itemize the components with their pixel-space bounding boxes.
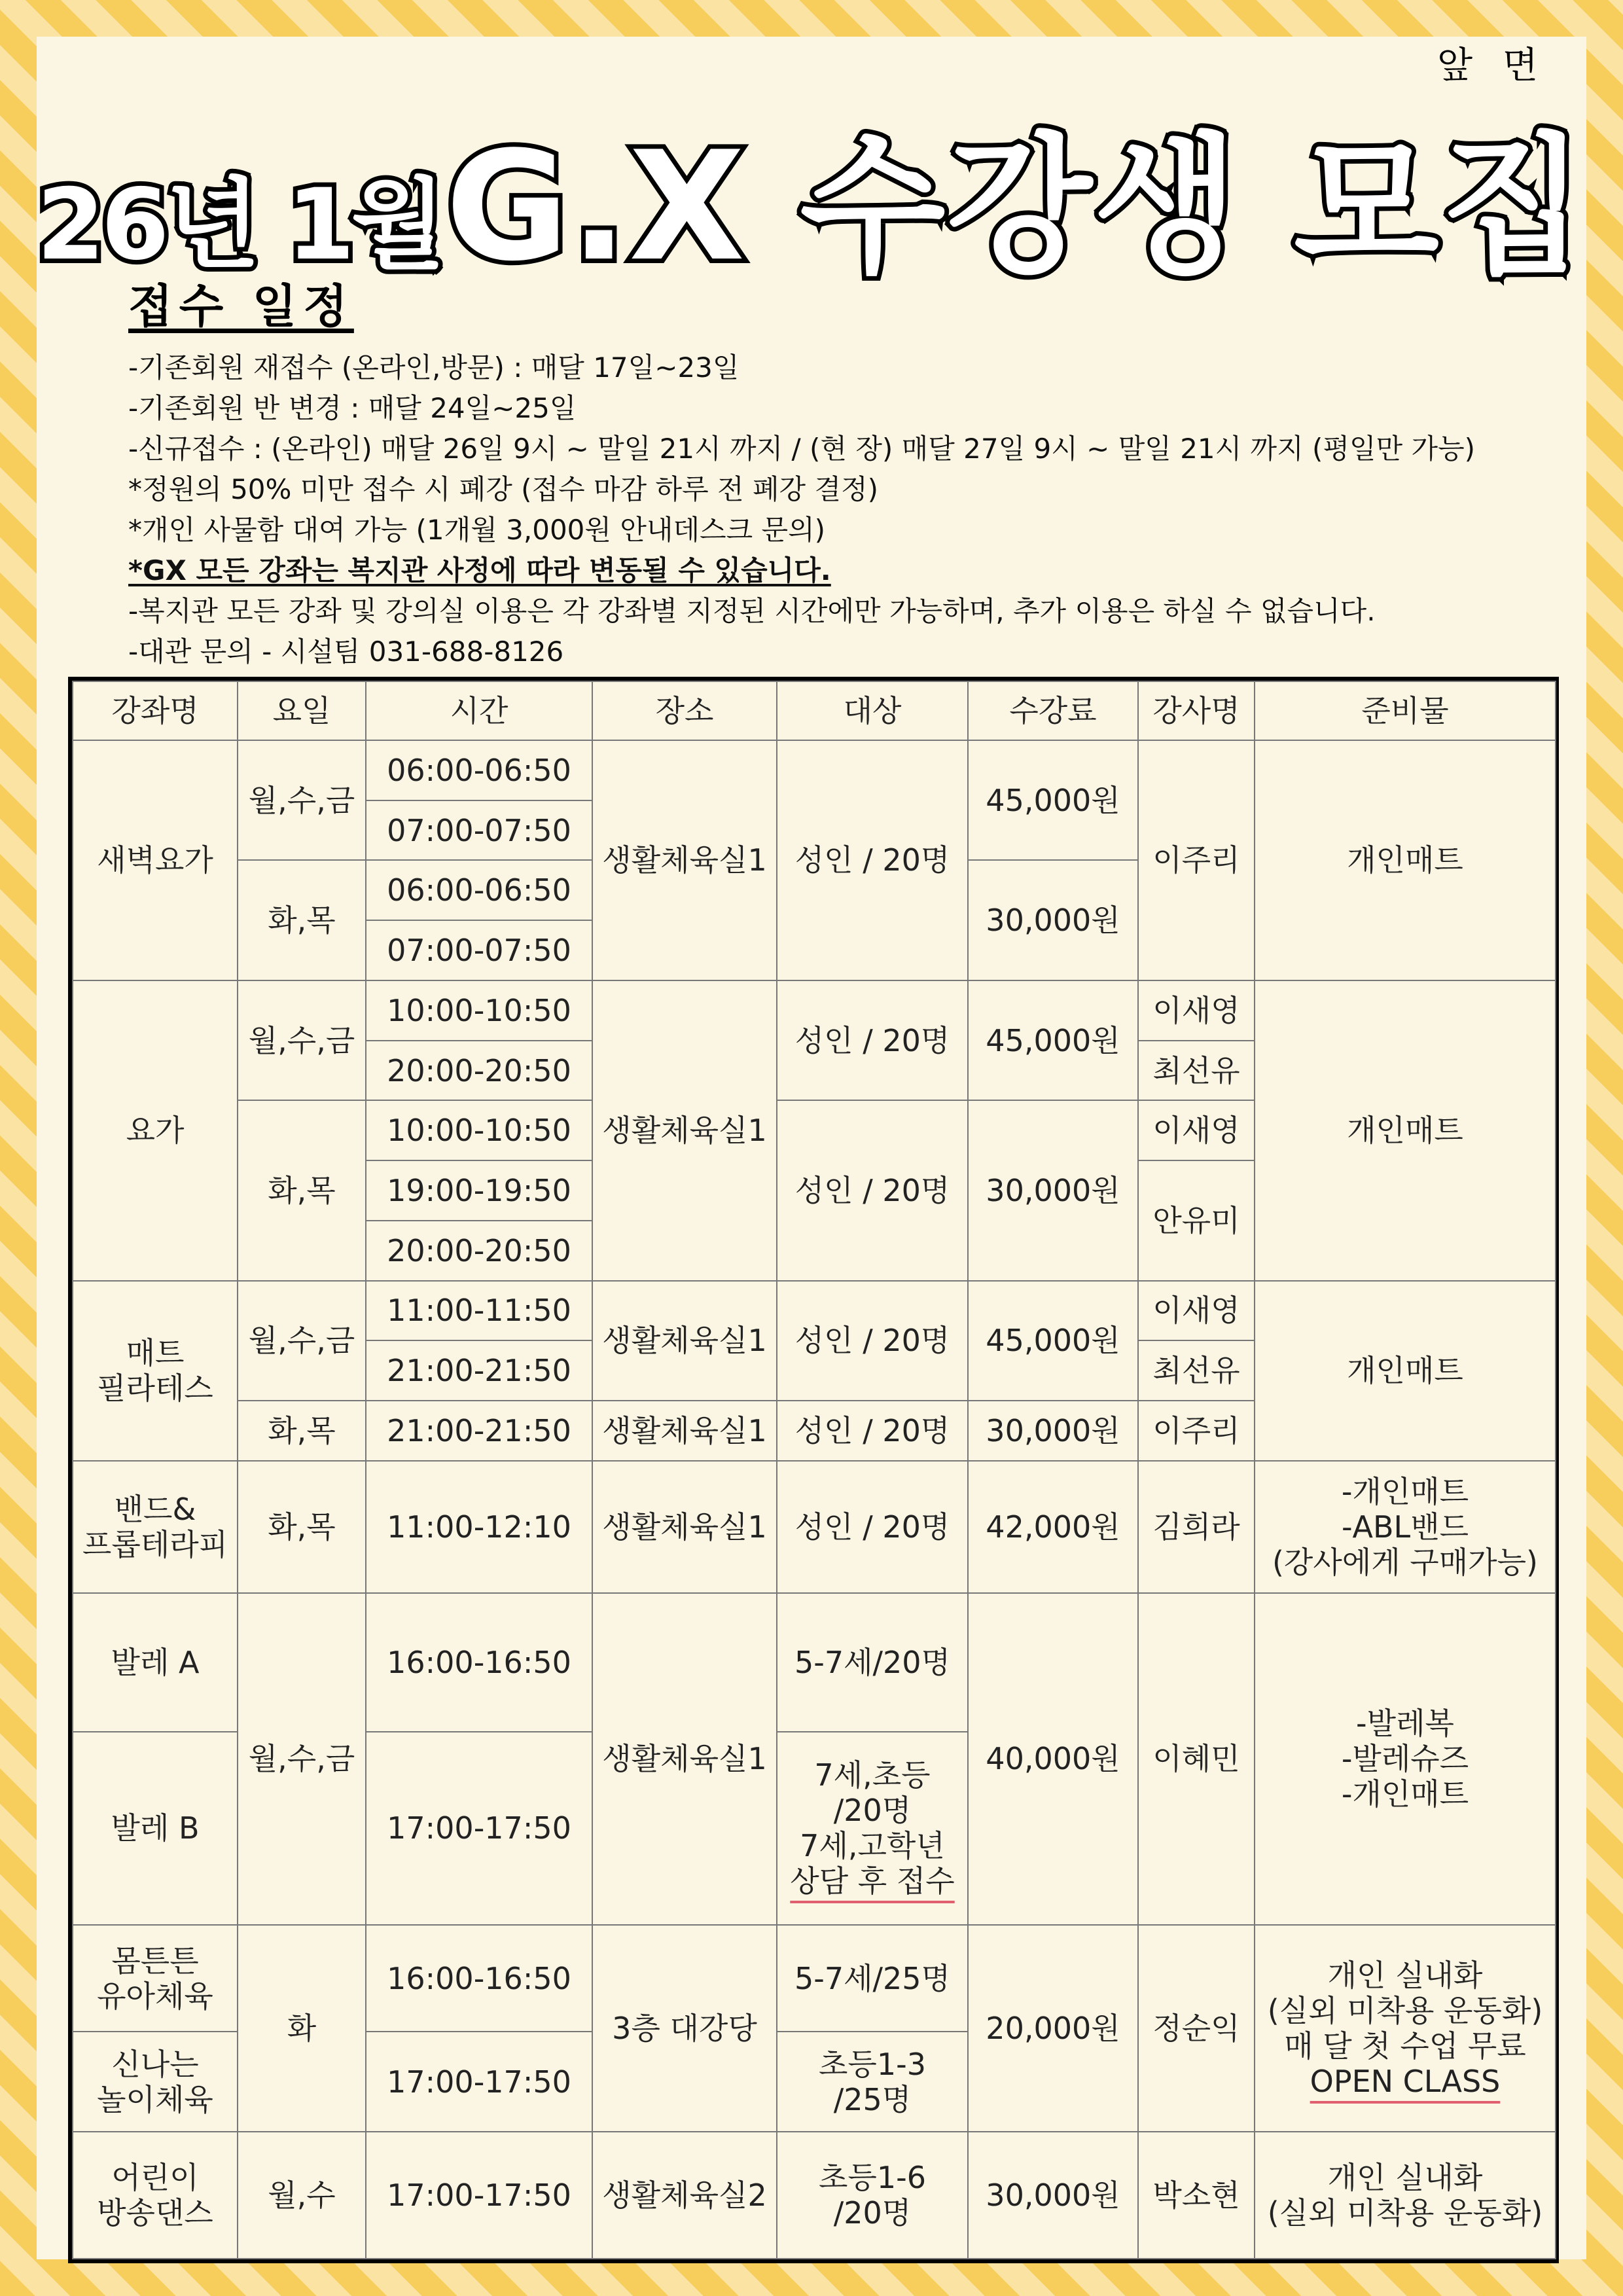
schedule-line: *정원의 50% 미만 접수 시 폐강 (접수 마감 하루 전 폐강 결정) bbox=[128, 473, 878, 505]
table-row bbox=[73, 2132, 1556, 2259]
class-target: 초등1-3 /25명 bbox=[777, 2032, 968, 2132]
table-row bbox=[73, 1925, 1556, 2032]
class-time: 21:00-21:50 bbox=[366, 1401, 592, 1461]
class-target: 성인 / 20명 bbox=[777, 980, 968, 1100]
table-row bbox=[73, 1593, 1556, 1732]
course-name: 요가 bbox=[73, 980, 238, 1281]
course-name: 어린이 방송댄스 bbox=[73, 2132, 238, 2259]
class-place: 생활체육실1 bbox=[592, 980, 777, 1281]
class-fee: 30,000원 bbox=[968, 1100, 1138, 1280]
schedule-line: -복지관 모든 강좌 및 강의실 이용은 각 강좌별 지정된 시간에만 가능하며, 추가 이용은 하실 수 없습니다. bbox=[128, 595, 1376, 627]
side-label: 앞 면 bbox=[1437, 45, 1547, 87]
class-days: 화 bbox=[238, 1925, 366, 2132]
class-fee: 45,000원 bbox=[968, 1281, 1138, 1401]
course-name: 몸튼튼 유아체육 bbox=[73, 1925, 238, 2032]
class-time: 20:00-20:50 bbox=[366, 1221, 592, 1281]
consult-note: 상담 후 접수 bbox=[790, 1863, 955, 1899]
flyer-paper bbox=[37, 37, 1586, 2259]
schedule-line: -신규접수 : (온라인) 매달 26일 9시 ~ 말일 21시 까지 / (현 장) 매달 27일 9시 ~ 말일 21시 까지 (평일만 가능) bbox=[128, 433, 1476, 465]
table-row bbox=[73, 740, 1556, 800]
class-time: 07:00-07:50 bbox=[366, 920, 592, 980]
class-target bbox=[777, 1732, 968, 1926]
class-target: 5-7세/25명 bbox=[777, 1925, 968, 2032]
header-teacher: 강사명 bbox=[1138, 681, 1255, 740]
schedule-line-notice: *GX 모든 강좌는 복지관 사정에 따라 변동될 수 있습니다. bbox=[128, 554, 831, 586]
teacher-name: 이혜민 bbox=[1138, 1593, 1255, 1926]
target-detail: 7세,초등 /20명 7세,고학년 bbox=[800, 1757, 945, 1864]
class-time: 06:00-06:50 bbox=[366, 860, 592, 920]
schedule-line: -기존회원 반 변경 : 매달 24일~25일 bbox=[128, 392, 577, 424]
teacher-name: 안유미 bbox=[1138, 1160, 1255, 1280]
class-fee: 42,000원 bbox=[968, 1461, 1138, 1593]
class-target: 성인 / 20명 bbox=[777, 1401, 968, 1461]
class-days: 화,목 bbox=[238, 1100, 366, 1280]
class-time: 20:00-20:50 bbox=[366, 1041, 592, 1101]
class-days: 월,수,금 bbox=[238, 740, 366, 860]
class-fee: 30,000원 bbox=[968, 2132, 1138, 2259]
class-target: 초등1-6 /20명 bbox=[777, 2132, 968, 2259]
class-time: 11:00-12:10 bbox=[366, 1461, 592, 1593]
class-fee: 40,000원 bbox=[968, 1593, 1138, 1926]
class-days: 월,수,금 bbox=[238, 980, 366, 1100]
class-time: 16:00-16:50 bbox=[366, 1593, 592, 1732]
table-row bbox=[73, 980, 1556, 1041]
header-time: 시간 bbox=[366, 681, 592, 740]
class-target: 5-7세/20명 bbox=[777, 1593, 968, 1732]
schedule-line: -기존회원 재접수 (온라인,방문) : 매달 17일~23일 bbox=[128, 351, 740, 384]
open-class-note: OPEN CLASS bbox=[1310, 2064, 1501, 2100]
teacher-name: 이주리 bbox=[1138, 740, 1255, 980]
teacher-name: 이새영 bbox=[1138, 980, 1255, 1041]
supplies: 개인매트 bbox=[1255, 980, 1556, 1281]
registration-schedule bbox=[128, 270, 1568, 672]
supplies bbox=[1255, 1925, 1556, 2132]
class-time: 17:00-17:50 bbox=[366, 2132, 592, 2259]
class-place: 생활체육실2 bbox=[592, 2132, 777, 2259]
class-target: 성인 / 20명 bbox=[777, 1281, 968, 1401]
supplies-detail: 개인 실내화 (실외 미착용 운동화) 매 달 첫 수업 무료 bbox=[1267, 1958, 1543, 2064]
class-days: 화,목 bbox=[238, 1461, 366, 1593]
table-header-row bbox=[73, 681, 1556, 740]
header-place: 장소 bbox=[592, 681, 777, 740]
class-time: 19:00-19:50 bbox=[366, 1160, 592, 1221]
class-place: 생활체육실1 bbox=[592, 1281, 777, 1401]
schedule-line: -대관 문의 - 시설팀 031-688-8126 bbox=[128, 636, 564, 668]
class-days: 화,목 bbox=[238, 1401, 366, 1461]
teacher-name: 최선유 bbox=[1138, 1340, 1255, 1401]
schedule-line: *개인 사물함 대여 가능 (1개월 3,000원 안내데스크 문의) bbox=[128, 514, 826, 546]
class-target: 성인 / 20명 bbox=[777, 740, 968, 980]
supplies: 개인매트 bbox=[1255, 1281, 1556, 1461]
teacher-name: 박소현 bbox=[1138, 2132, 1255, 2259]
class-time: 10:00-10:50 bbox=[366, 980, 592, 1041]
title-main: G.X 수강생 모집 bbox=[445, 120, 1588, 295]
class-fee: 30,000원 bbox=[968, 1401, 1138, 1461]
course-name: 새벽요가 bbox=[73, 740, 238, 980]
teacher-name: 김희라 bbox=[1138, 1461, 1255, 1593]
course-name: 밴드& 프롭테라피 bbox=[73, 1461, 238, 1593]
class-time: 16:00-16:50 bbox=[366, 1925, 592, 2032]
supplies: 개인매트 bbox=[1255, 740, 1556, 980]
class-time: 17:00-17:50 bbox=[366, 1732, 592, 1926]
header-course: 강좌명 bbox=[73, 681, 238, 740]
title-date: 26년 1월 bbox=[37, 168, 442, 282]
course-name: 신나는 놀이체육 bbox=[73, 2032, 238, 2132]
class-time: 17:00-17:50 bbox=[366, 2032, 592, 2132]
class-time: 21:00-21:50 bbox=[366, 1340, 592, 1401]
class-place: 생활체육실1 bbox=[592, 1593, 777, 1926]
class-target: 성인 / 20명 bbox=[777, 1100, 968, 1280]
class-days: 월,수,금 bbox=[238, 1593, 366, 1926]
teacher-name: 이새영 bbox=[1138, 1281, 1255, 1341]
header-day: 요일 bbox=[238, 681, 366, 740]
class-days: 월,수,금 bbox=[238, 1281, 366, 1401]
course-name: 매트 필라테스 bbox=[73, 1281, 238, 1461]
header-supplies: 준비물 bbox=[1255, 681, 1556, 740]
class-fee: 20,000원 bbox=[968, 1925, 1138, 2132]
class-time: 06:00-06:50 bbox=[366, 740, 592, 800]
table-row bbox=[73, 1461, 1556, 1593]
class-place: 생활체육실1 bbox=[592, 1401, 777, 1461]
supplies: -발레복 -발레슈즈 -개인매트 bbox=[1255, 1593, 1556, 1926]
course-name: 발레 A bbox=[73, 1593, 238, 1732]
class-days: 화,목 bbox=[238, 860, 366, 980]
class-fee: 45,000원 bbox=[968, 740, 1138, 860]
teacher-name: 이새영 bbox=[1138, 1100, 1255, 1160]
class-days: 월,수 bbox=[238, 2132, 366, 2259]
course-name: 발레 B bbox=[73, 1732, 238, 1926]
header-fee: 수강료 bbox=[968, 681, 1138, 740]
class-place: 3층 대강당 bbox=[592, 1925, 777, 2132]
header-target: 대상 bbox=[777, 681, 968, 740]
class-time: 10:00-10:50 bbox=[366, 1100, 592, 1160]
class-place: 생활체육실1 bbox=[592, 740, 777, 980]
teacher-name: 최선유 bbox=[1138, 1041, 1255, 1101]
teacher-name: 정순익 bbox=[1138, 1925, 1255, 2132]
class-fee: 30,000원 bbox=[968, 860, 1138, 980]
class-time: 07:00-07:50 bbox=[366, 800, 592, 861]
class-table bbox=[68, 677, 1559, 2263]
schedule-heading: 접수 일정 bbox=[128, 279, 354, 333]
teacher-name: 이주리 bbox=[1138, 1401, 1255, 1461]
table-row bbox=[73, 1281, 1556, 1341]
supplies: 개인 실내화 (실외 미착용 운동화) bbox=[1255, 2132, 1556, 2259]
supplies: -개인매트 -ABL밴드 (강사에게 구매가능) bbox=[1255, 1461, 1556, 1593]
class-fee: 45,000원 bbox=[968, 980, 1138, 1100]
class-time: 11:00-11:50 bbox=[366, 1281, 592, 1341]
class-place: 생활체육실1 bbox=[592, 1461, 777, 1593]
class-target: 성인 / 20명 bbox=[777, 1461, 968, 1593]
